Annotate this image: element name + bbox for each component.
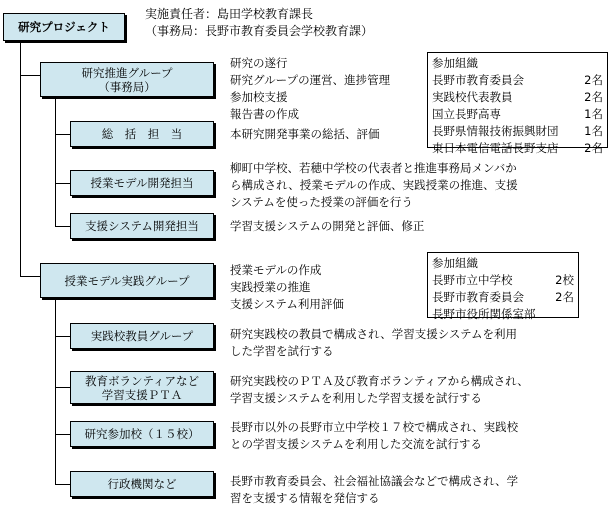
branch-line-g2-c1	[55, 336, 70, 337]
desc-line: 授業モデルの作成	[230, 263, 322, 277]
desc-line: 本研究開発事業の総括、評価	[230, 127, 380, 141]
group-research-promotion-box	[40, 62, 214, 97]
child-volunteer-pta-label: 教育ボランティアなど	[84, 373, 200, 388]
child-lesson-model-dev-box	[70, 170, 214, 196]
child-volunteer-pta-desc	[230, 373, 529, 407]
org-name: 国立長野高専	[432, 107, 501, 121]
desc-line: 報告書の作成	[230, 107, 299, 121]
org-count: 1名	[584, 107, 603, 121]
child-overall-management-box	[70, 121, 214, 147]
child-government-desc	[230, 473, 518, 507]
org-title: 参加組織	[432, 256, 478, 270]
child-practice-teachers-desc	[230, 326, 517, 360]
group1-trunk-line	[55, 97, 56, 226]
org-name: 長野県情報技術振興財団	[432, 124, 559, 138]
child-overall-management-desc	[230, 126, 380, 143]
child-lesson-model-dev-desc	[230, 160, 518, 211]
group-lesson-practice-box	[40, 263, 214, 298]
child-lesson-model-dev-label: 授業モデル開発担当	[90, 176, 194, 190]
org-title: 参加組織	[432, 56, 478, 70]
desc-line: 研究実践校の教員で構成され、学習支援システムを利用	[230, 327, 518, 341]
desc-line: ら構成され、授業モデルの作成、実践授業の推進、支援	[230, 178, 518, 192]
desc-line: 支援システム利用評価	[230, 297, 344, 311]
group-research-promotion-sublabel: （事務局）	[98, 79, 156, 94]
org-count: 2名	[584, 141, 603, 155]
desc-line: 長野市教育委員会、社会福祉協議会などで構成され、学	[230, 474, 519, 488]
root-project-label: 研究プロジェクト	[18, 20, 110, 34]
child-participating-schools-desc	[230, 419, 518, 453]
branch-line-g2-c3	[55, 434, 70, 435]
desc-line: 柳町中学校、若穂中学校の代表者と推進事務局メンバか	[230, 161, 517, 175]
desc-line: 学習支援システムを利用した学習支援を試行する	[230, 391, 482, 405]
group2-description	[230, 262, 344, 313]
child-support-system-dev-desc	[230, 218, 424, 235]
org-row	[432, 140, 603, 157]
org-count: 2校	[555, 273, 574, 287]
branch-line-g1-c2	[55, 183, 70, 184]
desc-line: 研究実践校のＰＴＡ及び教育ボランティアから構成され、	[230, 374, 529, 388]
branch-line-g1-c3	[55, 226, 70, 227]
org-name: 長野市立中学校	[432, 273, 513, 287]
child-practice-teachers-label: 実践校教員グループ	[90, 329, 194, 343]
child-support-system-dev-label: 支援システム開発担当	[85, 219, 199, 233]
org-count: 2名	[584, 90, 603, 104]
org-name: 東日本電信電話長野支店	[432, 141, 559, 155]
org-row	[432, 106, 603, 123]
desc-line: システムを使った授業の評価を行う	[230, 195, 413, 209]
org-count: 2名	[555, 290, 574, 304]
org-count: 2名	[584, 73, 603, 87]
branch-line-g2-c4	[55, 484, 70, 485]
child-practice-teachers-box	[70, 323, 214, 349]
group1-description	[230, 55, 390, 123]
desc-line: した学習を試行する	[230, 344, 334, 358]
org-name: 長野市役所関係室部	[432, 307, 536, 321]
project-responsible: 実施責任者：島田学校教育課長	[145, 7, 314, 21]
desc-line: 学習支援システムの開発と評価、修正	[230, 219, 425, 233]
org-row	[432, 306, 574, 323]
child-support-system-dev-box	[70, 213, 214, 239]
org-row	[432, 272, 574, 289]
child-government-label: 行政機関など	[107, 477, 177, 491]
branch-line-group-2	[20, 276, 40, 277]
group-research-promotion-label: 研究推進グループ	[81, 65, 173, 80]
desc-line: 研究グループの運営、進捗管理	[230, 73, 391, 87]
desc-line: 習を支援する情報を発信する	[230, 491, 380, 505]
root-trunk-line	[20, 43, 21, 276]
group2-trunk-line	[55, 298, 56, 484]
desc-line: 実践授業の推進	[230, 280, 311, 294]
org-row	[432, 123, 603, 140]
child-participating-schools-box	[70, 421, 214, 447]
desc-line: 参加校支援	[230, 90, 288, 104]
group1-participating-orgs	[427, 52, 608, 155]
desc-line: 長野市以外の長野市立中学校１７校で構成され、実践校	[230, 420, 519, 434]
org-row	[432, 289, 574, 306]
branch-line-group-1	[20, 75, 40, 76]
org-row	[432, 72, 603, 89]
child-government-box	[70, 471, 214, 497]
org-name: 実践校代表教員	[432, 90, 513, 104]
branch-line-g2-c2	[55, 387, 70, 388]
child-participating-schools-label: 研究参加校（１５校）	[84, 427, 200, 441]
group-lesson-practice-label: 授業モデル実践グループ	[64, 273, 190, 288]
group2-participating-orgs	[427, 252, 579, 321]
org-name: 長野市教育委員会	[432, 290, 524, 304]
child-volunteer-pta-box	[70, 371, 214, 404]
branch-line-g1-c1	[55, 134, 70, 135]
child-overall-management-label: 総 括 担 当	[101, 127, 183, 141]
org-row	[432, 89, 603, 106]
desc-line: 研究の遂行	[230, 56, 288, 70]
org-name: 長野市教育委員会	[432, 73, 524, 87]
desc-line: との学習支援システムを利用した交流を試行する	[230, 437, 482, 451]
org-count: 1名	[584, 124, 603, 138]
root-project-box	[3, 13, 125, 41]
project-secretariat: （事務局：長野市教育委員会学校教育課）	[145, 24, 374, 38]
child-volunteer-pta-sublabel: 学習支援ＰＴＡ	[101, 387, 183, 402]
